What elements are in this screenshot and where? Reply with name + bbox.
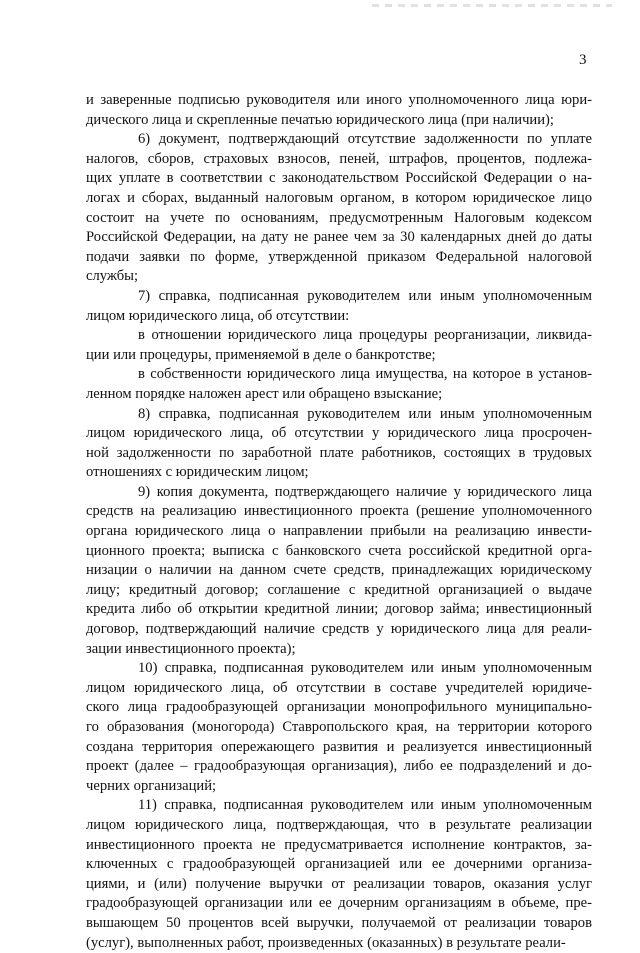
text-line: черних организаций; bbox=[86, 777, 217, 794]
text-line: подачи заявки по форме, утвержденной приказом Федеральной налоговой bbox=[86, 248, 592, 265]
paragraph bbox=[86, 130, 592, 287]
paragraph bbox=[86, 405, 592, 483]
text-line: лицом юридического лица, об отсутствии у юридического лица просрочен- bbox=[86, 425, 592, 442]
text-line: Российской Федерации, на дату не ранее чем за 30 календарных дней до даты bbox=[86, 229, 592, 246]
text-line: отношениях с юридическим лицом; bbox=[86, 464, 309, 481]
text-line: создана территория опережающего развития и реализуется инвестиционный bbox=[86, 738, 592, 755]
text-line: инвестиционного проекта не предусматривается исполнение контрактов, за- bbox=[86, 836, 592, 853]
text-line: логах и сборах, выданный налоговым органом, в котором юридическое лицо bbox=[86, 189, 592, 206]
document-body bbox=[86, 91, 592, 953]
paragraph bbox=[86, 796, 592, 953]
text-line: лицу; кредитный договор; соглашение с кредитной организацией о выдаче bbox=[86, 581, 592, 598]
text-line: ского лица градообразующей организации монопрофильного муниципально- bbox=[86, 699, 592, 716]
text-line: го образования (моногорода) Ставропольского края, на территории которого bbox=[86, 719, 592, 735]
text-line: ленном порядке наложен арест или обращено взыскание; bbox=[86, 385, 443, 402]
text-line: налогов, сборов, страховых взносов, пеней, штрафов, процентов, подлежа- bbox=[86, 150, 592, 167]
page-number: 3 bbox=[579, 52, 587, 68]
text-line: в отношении юридического лица процедуры реорганизации, ликвида- bbox=[138, 327, 592, 344]
text-line: ной задолженности по заработной плате работников, состоящих в трудовых bbox=[86, 444, 592, 461]
scan-artifact bbox=[372, 4, 612, 7]
text-line: циями, и (или) получение выручки от реализации товаров, оказания услуг bbox=[86, 875, 592, 892]
text-line: кредита либо об открытии кредитной линии; договор займа; инвестиционный bbox=[86, 601, 592, 618]
text-line: зации инвестиционного проекта); bbox=[86, 640, 296, 657]
text-line: лицом юридического лица, подтверждающая, что в результате реализации bbox=[86, 816, 592, 833]
text-line: лицом юридического лица, об отсутствии: bbox=[86, 307, 350, 324]
paragraph bbox=[86, 326, 592, 365]
paragraph bbox=[86, 91, 592, 130]
text-line: лицом юридического лица, об отсутствии в составе учредителей юридиче- bbox=[86, 679, 592, 696]
text-line: щих уплате в соответствии с законодательством Российской Федерации о на- bbox=[86, 170, 592, 187]
text-line: 7) справка, подписанная руководителем или иным уполномоченным bbox=[138, 287, 592, 304]
text-line: градообразующей организации или ее дочерним организациям в объеме, пре- bbox=[86, 895, 592, 912]
text-line: 8) справка, подписанная руководителем или иным уполномоченным bbox=[138, 405, 592, 422]
text-line: и заверенные подписью руководителя или иного уполномоченного лица юри- bbox=[86, 92, 592, 108]
text-line: проект (далее – градообразующая организация), либо ее подразделений и до- bbox=[86, 758, 592, 775]
paragraph bbox=[86, 659, 592, 796]
paragraph bbox=[86, 483, 592, 659]
text-line: 10) справка, подписанная руководителем или иным уполномоченным bbox=[138, 660, 592, 677]
text-line: 11) справка, подписанная руководителем или иным уполномоченным bbox=[138, 797, 592, 814]
paragraph bbox=[86, 365, 592, 404]
text-line: ции или процедуры, применяемой в деле о банкротстве; bbox=[86, 346, 436, 363]
text-line: договор, подтверждающий наличие средств у юридического лица для реали- bbox=[86, 621, 592, 638]
text-line: в собственности юридического лица имущества, на которое в установ- bbox=[138, 366, 592, 383]
text-line: 6) документ, подтверждающий отсутствие задолженности по уплате bbox=[138, 131, 592, 148]
text-line: службы; bbox=[86, 268, 139, 285]
text-line: низации о наличии на данном счете средств, принадлежащих юридическому bbox=[86, 562, 592, 579]
text-line: ционного проекта; выписка с банковского счета российской кредитной орга- bbox=[86, 542, 592, 559]
text-line: состоит на учете по основаниям, предусмотренным Налоговым кодексом bbox=[86, 209, 592, 226]
text-line: (услуг), выполненных работ, произведенных (оказанных) в результате реали- bbox=[86, 934, 566, 951]
text-line: 9) копия документа, подтверждающего наличие у юридического лица bbox=[138, 483, 592, 500]
text-line: вышающем 50 процентов всей выручки, получаемой от реализации товаров bbox=[86, 914, 592, 931]
text-line: органа юридического лица о направлении прибыли на реализацию инвести- bbox=[86, 523, 592, 540]
text-line: ключенных с градообразующей организацией или ее дочерними организа- bbox=[86, 856, 592, 873]
paragraph bbox=[86, 287, 592, 326]
text-line: средств на реализацию инвестиционного проекта (решение уполномоченного bbox=[86, 503, 592, 520]
text-line: дического лица и скрепленные печатью юридического лица (при наличии); bbox=[86, 111, 554, 128]
